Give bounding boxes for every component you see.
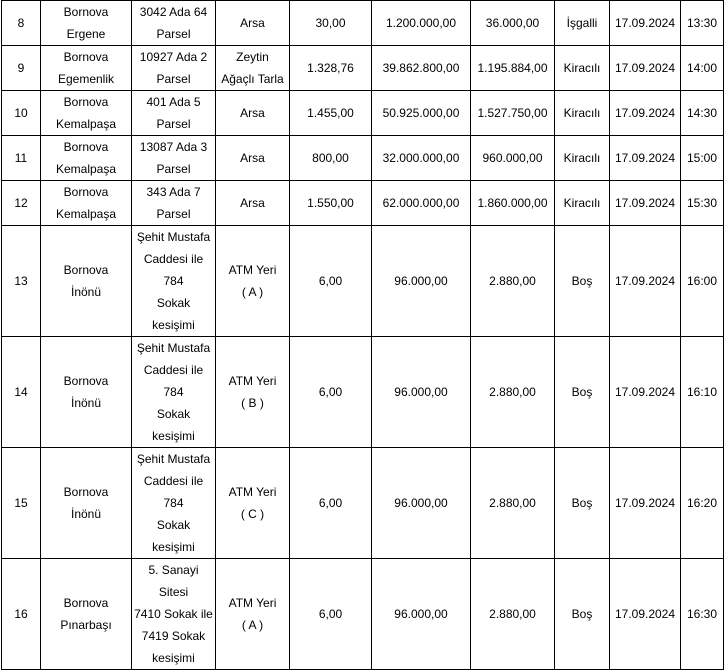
auction-time-cell: 13:30 bbox=[681, 1, 724, 46]
row-number-cell: 10 bbox=[2, 91, 41, 136]
row-number-cell: 11 bbox=[2, 136, 41, 181]
estimated-value-cell: 32.000.000,00 bbox=[372, 136, 471, 181]
parcel-line: Parsel bbox=[156, 207, 191, 221]
property-type-line: ATM Yeri bbox=[228, 485, 277, 499]
property-type-line: ( C ) bbox=[240, 507, 265, 521]
neighborhood-cell bbox=[41, 226, 132, 337]
neighborhood-line: İnönü bbox=[70, 285, 102, 299]
auction-date-cell: 17.09.2024 bbox=[610, 559, 681, 670]
auction-time-cell: 16:20 bbox=[681, 448, 724, 559]
parcel-line: Caddesi ile 784 bbox=[143, 252, 204, 288]
auction-table bbox=[1, 0, 724, 670]
parcel-cell bbox=[132, 448, 216, 559]
table-row bbox=[2, 226, 724, 337]
estimated-value-cell: 1.200.000,00 bbox=[372, 1, 471, 46]
status-cell: Boş bbox=[555, 448, 610, 559]
deposit-cell: 2.880,00 bbox=[471, 337, 555, 448]
neighborhood-line: Kemalpaşa bbox=[55, 207, 117, 221]
parcel-cell bbox=[132, 226, 216, 337]
parcel-cell bbox=[132, 46, 216, 91]
neighborhood-cell bbox=[41, 448, 132, 559]
status-cell: Kiracılı bbox=[555, 136, 610, 181]
property-type-line: Zeytin bbox=[236, 50, 269, 64]
row-number-cell: 14 bbox=[2, 337, 41, 448]
property-type-line: ( A ) bbox=[241, 618, 264, 632]
status-cell: İşgalli bbox=[555, 1, 610, 46]
auction-time-cell: 14:30 bbox=[681, 91, 724, 136]
neighborhood-line: Pınarbaşı bbox=[60, 618, 112, 632]
property-type-line: Ağaçlı Tarla bbox=[221, 72, 284, 86]
parcel-cell bbox=[132, 337, 216, 448]
neighborhood-line: İnönü bbox=[70, 396, 102, 410]
status-cell: Boş bbox=[555, 337, 610, 448]
table-row bbox=[2, 46, 724, 91]
parcel-line: 7419 Sokak bbox=[141, 629, 206, 643]
auction-time-cell: 16:30 bbox=[681, 559, 724, 670]
neighborhood-line: Bornova bbox=[63, 263, 109, 277]
row-number-cell: 9 bbox=[2, 46, 41, 91]
property-type-line: Arsa bbox=[240, 151, 265, 165]
parcel-line: 7410 Sokak ile bbox=[134, 607, 213, 621]
table-row bbox=[2, 448, 724, 559]
auction-date-cell: 17.09.2024 bbox=[610, 1, 681, 46]
neighborhood-cell bbox=[41, 46, 132, 91]
property-type-cell bbox=[216, 337, 290, 448]
neighborhood-line: Bornova bbox=[63, 50, 109, 64]
status-cell: Boş bbox=[555, 559, 610, 670]
parcel-cell bbox=[132, 91, 216, 136]
table-row bbox=[2, 1, 724, 46]
parcel-line: Sokak kesişimi bbox=[152, 518, 195, 554]
estimated-value-cell: 50.925.000,00 bbox=[372, 91, 471, 136]
neighborhood-line: Bornova bbox=[63, 140, 109, 154]
neighborhood-line: Bornova bbox=[63, 95, 109, 109]
property-type-cell bbox=[216, 136, 290, 181]
neighborhood-cell bbox=[41, 559, 132, 670]
neighborhood-line: Egemenlik bbox=[57, 72, 115, 86]
auction-date-cell: 17.09.2024 bbox=[610, 448, 681, 559]
table-row bbox=[2, 91, 724, 136]
table-row bbox=[2, 181, 724, 226]
parcel-cell bbox=[132, 181, 216, 226]
neighborhood-cell bbox=[41, 91, 132, 136]
parcel-line: 13087 Ada 3 bbox=[139, 140, 208, 154]
estimated-value-cell: 96.000,00 bbox=[372, 448, 471, 559]
deposit-cell: 2.880,00 bbox=[471, 559, 555, 670]
parcel-line: Parsel bbox=[156, 117, 191, 131]
auction-date-cell: 17.09.2024 bbox=[610, 337, 681, 448]
area-cell: 6,00 bbox=[290, 337, 372, 448]
parcel-line: Şehit Mustafa bbox=[136, 452, 211, 466]
status-cell: Kiracılı bbox=[555, 181, 610, 226]
table-row bbox=[2, 559, 724, 670]
row-number-cell: 15 bbox=[2, 448, 41, 559]
table-row bbox=[2, 337, 724, 448]
table-body bbox=[2, 1, 724, 670]
status-cell: Kiracılı bbox=[555, 91, 610, 136]
property-type-line: ( B ) bbox=[241, 396, 264, 410]
auction-date-cell: 17.09.2024 bbox=[610, 136, 681, 181]
parcel-line: 10927 Ada 2 bbox=[139, 50, 208, 64]
property-type-line: ATM Yeri bbox=[228, 263, 277, 277]
deposit-cell: 2.880,00 bbox=[471, 226, 555, 337]
property-type-line: ATM Yeri bbox=[228, 374, 277, 388]
area-cell: 800,00 bbox=[290, 136, 372, 181]
property-type-cell bbox=[216, 181, 290, 226]
auction-date-cell: 17.09.2024 bbox=[610, 226, 681, 337]
status-cell: Boş bbox=[555, 226, 610, 337]
neighborhood-line: Bornova bbox=[63, 5, 109, 19]
property-type-cell bbox=[216, 559, 290, 670]
property-type-cell bbox=[216, 46, 290, 91]
parcel-line: 5. Sanayi Sitesi bbox=[148, 563, 199, 599]
auction-time-cell: 16:10 bbox=[681, 337, 724, 448]
neighborhood-line: Kemalpaşa bbox=[55, 117, 117, 131]
estimated-value-cell: 39.862.800,00 bbox=[372, 46, 471, 91]
area-cell: 6,00 bbox=[290, 226, 372, 337]
auction-date-cell: 17.09.2024 bbox=[610, 91, 681, 136]
neighborhood-cell bbox=[41, 181, 132, 226]
parcel-cell bbox=[132, 1, 216, 46]
parcel-line: Caddesi ile 784 bbox=[143, 474, 204, 510]
auction-time-cell: 15:30 bbox=[681, 181, 724, 226]
deposit-cell: 36.000,00 bbox=[471, 1, 555, 46]
status-cell: Kiracılı bbox=[555, 46, 610, 91]
neighborhood-cell bbox=[41, 136, 132, 181]
neighborhood-line: Bornova bbox=[63, 485, 109, 499]
auction-time-cell: 14:00 bbox=[681, 46, 724, 91]
neighborhood-cell bbox=[41, 337, 132, 448]
parcel-line: Şehit Mustafa bbox=[136, 230, 211, 244]
area-cell: 6,00 bbox=[290, 559, 372, 670]
deposit-cell: 1.195.884,00 bbox=[471, 46, 555, 91]
property-type-cell bbox=[216, 448, 290, 559]
property-type-cell bbox=[216, 1, 290, 46]
estimated-value-cell: 96.000,00 bbox=[372, 226, 471, 337]
row-number-cell: 13 bbox=[2, 226, 41, 337]
neighborhood-line: Kemalpaşa bbox=[55, 162, 117, 176]
parcel-line: Parsel bbox=[156, 27, 191, 41]
parcel-line: Parsel bbox=[156, 72, 191, 86]
property-type-line: ATM Yeri bbox=[228, 596, 277, 610]
deposit-cell: 1.527.750,00 bbox=[471, 91, 555, 136]
estimated-value-cell: 96.000,00 bbox=[372, 337, 471, 448]
auction-time-cell: 15:00 bbox=[681, 136, 724, 181]
parcel-line: Parsel bbox=[156, 162, 191, 176]
deposit-cell: 1.860.000,00 bbox=[471, 181, 555, 226]
estimated-value-cell: 96.000,00 bbox=[372, 559, 471, 670]
auction-date-cell: 17.09.2024 bbox=[610, 181, 681, 226]
neighborhood-line: Bornova bbox=[63, 185, 109, 199]
property-type-line: Arsa bbox=[240, 16, 265, 30]
property-type-line: Arsa bbox=[240, 196, 265, 210]
parcel-line: 343 Ada 7 bbox=[146, 185, 201, 199]
property-type-cell bbox=[216, 226, 290, 337]
area-cell: 1.328,76 bbox=[290, 46, 372, 91]
estimated-value-cell: 62.000.000,00 bbox=[372, 181, 471, 226]
parcel-cell bbox=[132, 136, 216, 181]
parcel-line: Caddesi ile 784 bbox=[143, 363, 204, 399]
neighborhood-cell bbox=[41, 1, 132, 46]
row-number-cell: 8 bbox=[2, 1, 41, 46]
row-number-cell: 12 bbox=[2, 181, 41, 226]
parcel-line: 3042 Ada 64 bbox=[139, 5, 208, 19]
area-cell: 1.455,00 bbox=[290, 91, 372, 136]
table-row bbox=[2, 136, 724, 181]
parcel-line: 401 Ada 5 bbox=[146, 95, 201, 109]
auction-time-cell: 16:00 bbox=[681, 226, 724, 337]
parcel-line: Sokak kesişimi bbox=[152, 407, 195, 443]
row-number-cell: 16 bbox=[2, 559, 41, 670]
neighborhood-line: Ergene bbox=[66, 27, 106, 41]
area-cell: 6,00 bbox=[290, 448, 372, 559]
property-type-line: Arsa bbox=[240, 106, 265, 120]
auction-date-cell: 17.09.2024 bbox=[610, 46, 681, 91]
deposit-cell: 2.880,00 bbox=[471, 448, 555, 559]
property-type-line: ( A ) bbox=[241, 285, 264, 299]
parcel-line: Şehit Mustafa bbox=[136, 341, 211, 355]
parcel-line: Sokak kesişimi bbox=[152, 296, 195, 332]
neighborhood-line: Bornova bbox=[63, 374, 109, 388]
deposit-cell: 960.000,00 bbox=[471, 136, 555, 181]
neighborhood-line: İnönü bbox=[70, 507, 102, 521]
neighborhood-line: Bornova bbox=[63, 596, 109, 610]
area-cell: 30,00 bbox=[290, 1, 372, 46]
parcel-cell bbox=[132, 559, 216, 670]
area-cell: 1.550,00 bbox=[290, 181, 372, 226]
property-type-cell bbox=[216, 91, 290, 136]
parcel-line: kesişimi bbox=[152, 651, 195, 665]
